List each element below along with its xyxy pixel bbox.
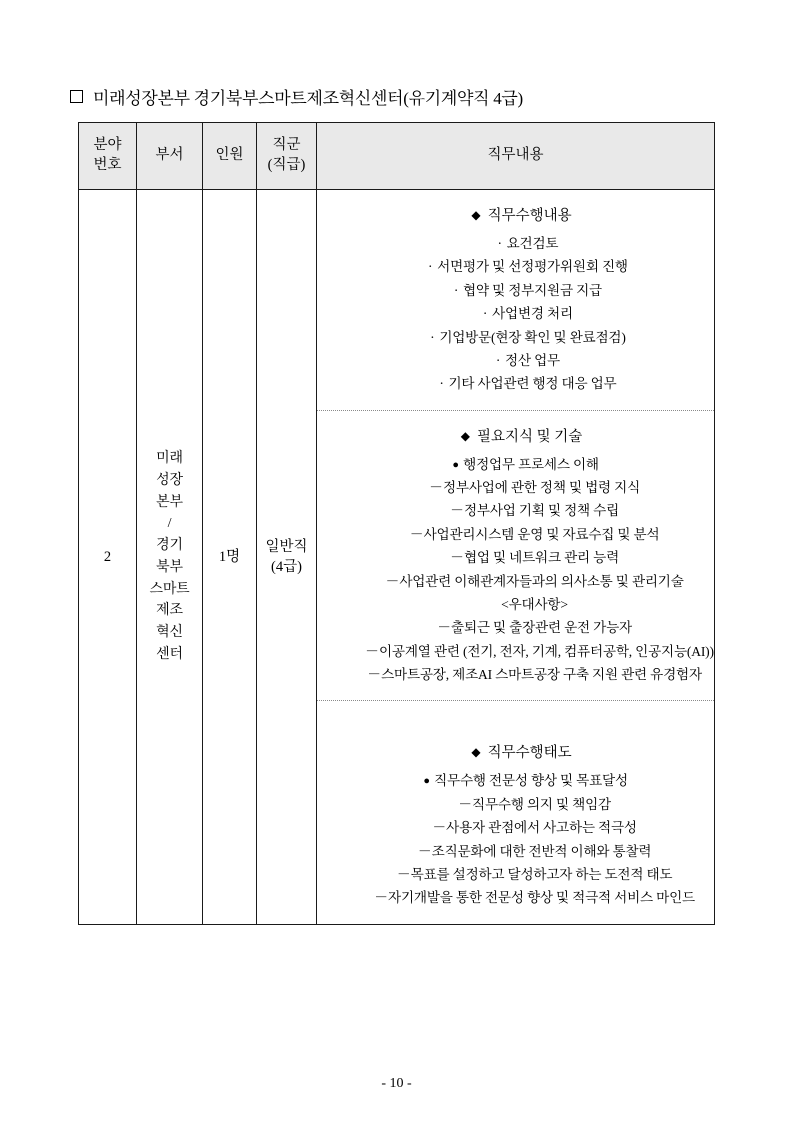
list-item	[339, 453, 704, 476]
list-item-marker: ·	[495, 352, 501, 368]
description-item-list	[339, 453, 714, 687]
list-item	[339, 570, 704, 593]
list-item-text: 서면평가 및 선정평가위원회 진행	[437, 259, 628, 275]
list-item-marker: －	[458, 796, 472, 812]
description-item-list	[339, 232, 704, 396]
list-item-marker: ·	[497, 236, 502, 251]
list-item	[339, 663, 704, 686]
list-item	[339, 279, 704, 302]
list-item-marker: ·	[453, 282, 459, 298]
list-item	[339, 372, 704, 395]
list-item-marker: －	[374, 890, 388, 906]
list-item-text: 정산 업무	[505, 352, 560, 368]
list-item-text: 사업관리시스템 운영 및 자료수집 및 분석	[423, 526, 660, 542]
list-item-text: 조직문화에 대한 전반적 이해와 통찰력	[431, 843, 652, 859]
list-item-marker: －	[450, 503, 464, 519]
column-header-department: 부서	[137, 123, 203, 190]
list-item-text: 사용자 관점에서 사고하는 적극성	[446, 820, 637, 836]
list-item	[339, 886, 704, 909]
cell-job-description	[317, 190, 715, 925]
description-block-title-text: 직무수행내용	[487, 208, 572, 224]
list-item-marker: ●	[452, 458, 459, 471]
list-item-text: 이공계열 관련 (전기, 전자, 기계, 컴퓨터공학, 인공지능(AI))	[379, 643, 714, 659]
description-block	[317, 700, 714, 923]
list-item-marker: ●	[423, 775, 430, 788]
list-item	[339, 640, 714, 663]
list-item-marker: －	[409, 526, 424, 542]
list-item	[339, 476, 704, 499]
list-item	[339, 816, 704, 839]
list-item-text: 요건검토	[506, 236, 559, 251]
cell-job-group: 일반직 (4급)	[257, 190, 317, 925]
list-item	[339, 499, 704, 522]
description-block	[317, 410, 714, 701]
cell-department	[137, 190, 203, 925]
list-item	[339, 863, 704, 886]
list-item-text: 자기개발을 통한 전문성 향상 및 적극적 서비스 마인드	[388, 890, 695, 906]
page-title-text: 미래성장본부 경기북부스마트제조혁신센터(유기계약직 4급)	[93, 89, 523, 108]
job-description-table	[78, 122, 715, 925]
list-item-marker: ·	[428, 259, 433, 275]
list-item	[339, 793, 704, 816]
description-block-title	[339, 741, 704, 762]
list-item	[339, 349, 704, 372]
list-item	[339, 593, 704, 616]
list-item-marker: －	[432, 820, 446, 836]
list-item-marker: －	[367, 667, 381, 682]
list-item-marker: －	[417, 843, 432, 859]
column-header-category-no: 분야 번호	[79, 123, 137, 190]
list-item	[339, 232, 704, 255]
description-block-title-text: 직무수행태도	[487, 745, 572, 762]
description-block	[317, 190, 714, 410]
list-item-marker: ·	[430, 329, 435, 345]
description-item-list	[339, 769, 704, 909]
list-item	[339, 546, 704, 569]
page-title	[70, 84, 523, 109]
list-item-text: 목표를 설정하고 달성하고자 하는 도전적 태도	[410, 866, 673, 882]
list-item-marker: －	[450, 550, 464, 566]
list-item-text: 스마트공장, 제조AI 스마트공장 구축 지원 관련 유경험자	[381, 667, 702, 682]
list-item	[339, 840, 704, 863]
list-item-text: 사업관련 이해관계자들과의 의사소통 및 관리기술	[399, 573, 684, 589]
list-item-text: 직무수행 의지 및 책임감	[472, 796, 611, 812]
list-item-text: 기타 사업관련 행정 대응 업무	[448, 376, 617, 392]
table-row	[79, 190, 715, 925]
list-item-text: 정부사업 기획 및 정책 수립	[463, 503, 620, 519]
list-item-marker: －	[437, 620, 451, 636]
cell-headcount: 1명	[203, 190, 257, 925]
list-item	[339, 523, 704, 546]
list-item-text: 행정업무 프로세스 이해	[463, 456, 599, 472]
list-item-marker: －	[385, 573, 400, 589]
list-item-text: 정부사업에 관한 정책 및 법령 지식	[442, 480, 641, 495]
column-header-job-group: 직군 (직급)	[257, 123, 317, 190]
list-item-marker: －	[365, 643, 379, 659]
table-header-row	[79, 123, 715, 190]
table-header	[79, 123, 715, 190]
diamond-bullet-icon: ◆	[471, 745, 481, 760]
list-item-text: 출퇴근 및 출장관련 운전 가능자	[451, 620, 632, 636]
list-item	[339, 769, 704, 792]
footer-page-number: - 10 -	[381, 1076, 412, 1091]
list-item	[339, 302, 704, 325]
list-item-text: 협업 및 네트워크 관리 능력	[463, 550, 620, 566]
list-item-marker: ·	[439, 376, 444, 392]
description-block-title-text: 필요지식 및 기술	[476, 428, 583, 445]
list-item	[339, 255, 704, 278]
cell-category-no: 2	[79, 190, 137, 925]
job-description-blocks	[317, 190, 714, 924]
description-block-title	[339, 204, 704, 225]
list-item-marker: －	[396, 866, 411, 882]
list-item-text: <우대사항>	[501, 596, 568, 612]
list-item	[339, 616, 704, 639]
block-spacer	[339, 715, 704, 741]
list-item-text: 기업방문(현장 확인 및 완료점검)	[439, 329, 626, 345]
diamond-bullet-icon: ◆	[471, 208, 481, 222]
list-item-text: 직무수행 전문성 향상 및 목표달성	[434, 773, 628, 789]
list-item	[339, 326, 704, 349]
list-item-text: 사업변경 처리	[492, 306, 573, 322]
square-bullet-icon	[70, 90, 83, 103]
column-header-headcount: 인원	[203, 123, 257, 190]
list-item-text: 협약 및 정부지원금 지급	[463, 282, 602, 298]
list-item-marker: ·	[482, 306, 488, 322]
list-item-marker: －	[429, 480, 443, 495]
cell-department-text: 미래 성장 본부 / 경기 북부 스마트 제조 혁신 센터	[149, 451, 190, 662]
description-block-title	[339, 425, 704, 446]
table-body	[79, 190, 715, 925]
diamond-bullet-icon: ◆	[460, 428, 470, 443]
column-header-job-description: 직무내용	[317, 123, 715, 190]
